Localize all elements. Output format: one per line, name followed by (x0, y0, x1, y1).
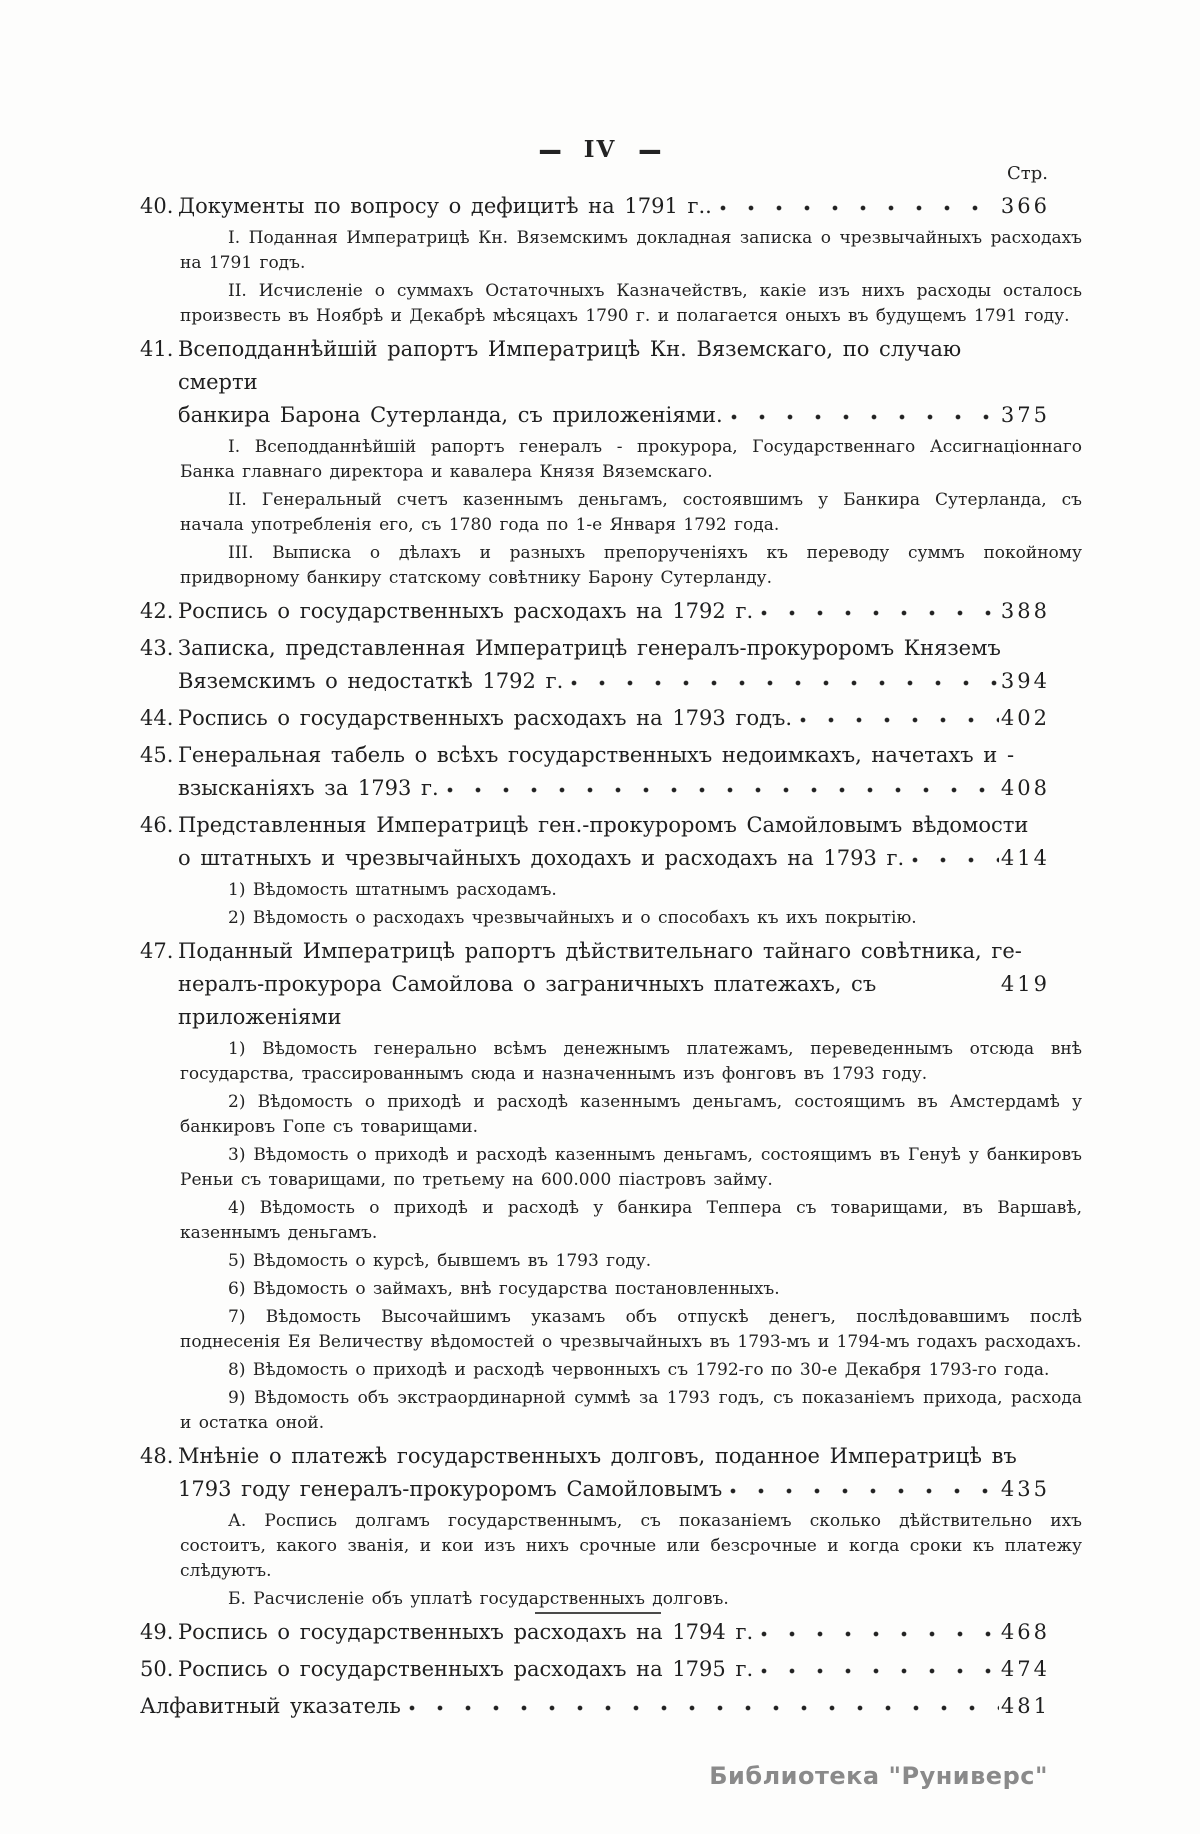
toc-entry-50 (140, 1653, 1082, 1686)
entry-page-number: 468 (1000, 1620, 1050, 1644)
entry-line (140, 632, 1082, 665)
toc-entry-42 (140, 595, 1082, 628)
entry-title: Поданный Императрицѣ рапортъ дѣйствительнаго тайнаго совѣтника, ге- (178, 939, 1022, 963)
entry-page-number: 402 (1000, 706, 1050, 730)
entry-line (140, 1653, 1082, 1686)
page-header (0, 0, 1200, 170)
toc-subentry: 3) Вѣдомость о приходѣ и расходѣ казеннымъ деньгамъ, состоящимъ въ Генуѣ у банкировъ Реньи съ товарищами, по третьему на 600.000 піастровъ займу. (180, 1145, 1082, 1190)
entry-page-number: 366 (1000, 194, 1050, 218)
entry-number: 45. (140, 743, 174, 767)
entry-page-number: 388 (1000, 599, 1050, 623)
dot-leader (571, 674, 999, 688)
toc-subentry: II. Генеральный счетъ казеннымъ деньгамъ, состоявшимъ у Банкира Сутерланда, съ начала употребленія его, съ 1780 года по 1-е Января 1792 года. (180, 490, 1082, 535)
toc-subentry: I. Поданная Императрицѣ Кн. Вяземскимъ докладная записка о чрезвычайныхъ расходахъ на 1791 годъ. (180, 228, 1082, 273)
entry-number: 49. (140, 1620, 174, 1644)
dot-leader (409, 1699, 999, 1713)
toc-subentry: 4) Вѣдомость о приходѣ и расходѣ у банкира Теппера съ товарищами, въ Варшавѣ, казеннымъ деньгамъ. (180, 1198, 1082, 1243)
toc-entry-49 (140, 1616, 1082, 1649)
toc-subentry: II. Исчисленіе о суммахъ Остаточныхъ Казначействъ, какіе изъ нихъ расходы осталось произвесть въ Ноябрѣ и Декабрѣ мѣсяцахъ 1790 г. и полагается оныхъ въ будущемъ 1791 году. (180, 281, 1082, 326)
entry-number: 42. (140, 599, 174, 623)
entry-line (140, 595, 1082, 628)
entry-line (140, 739, 1082, 772)
entry-line-continued (140, 665, 1082, 698)
toc-subentry: 7) Вѣдомость Высочайшимъ указамъ объ отпускѣ денегъ, послѣдовавшимъ послѣ поднесенія Ея Величеству вѣдомостей о чрезвычайныхъ въ 1793-мъ и 1794-мъ годахъ расходахъ. (180, 1307, 1082, 1352)
toc-subentry: 2) Вѣдомость о расходахъ чрезвычайныхъ и о способахъ къ ихъ покрытію. (228, 908, 917, 928)
toc-subentry: 8) Вѣдомость о приходѣ и расходѣ червонныхъ съ 1792-го по 30-е Декабря 1793-го года. (228, 1360, 1050, 1380)
toc-entry-alphabetical-index (140, 1690, 1082, 1723)
entry-number: 44. (140, 706, 174, 730)
entry-line-continued (140, 1473, 1082, 1506)
entry-title: Роспись о государственныхъ расходахъ на 1794 г. (178, 1620, 754, 1644)
entry-line (140, 1440, 1082, 1473)
dot-leader (447, 781, 999, 795)
header-dash-right: — (638, 129, 662, 170)
subentry-list (180, 1509, 1082, 1612)
dot-leader (761, 1662, 999, 1676)
entry-line (140, 1690, 1082, 1723)
entry-line (140, 702, 1082, 735)
entry-title-continued: взысканіяхъ за 1793 г. (178, 776, 439, 800)
subentry-list (180, 878, 1082, 931)
entry-title: Генеральная табель о всѣхъ государственныхъ недоимкахъ, начетахъ и - (178, 743, 1015, 767)
subentry-list (180, 435, 1082, 591)
entry-line (140, 333, 1082, 399)
toc-entry-47 (140, 935, 1082, 1436)
entry-title: Записка, представленная Императрицѣ генералъ-прокуроромъ Княземъ (178, 636, 1001, 660)
toc-subentry: Б. Расчисленіе объ уплатѣ государственныхъ долговъ. (228, 1589, 729, 1609)
entry-number: 46. (140, 813, 174, 837)
toc-subentry: 1) Вѣдомость штатнымъ расходамъ. (228, 880, 557, 900)
header-dash-left: — (538, 129, 562, 170)
end-divider-rule (535, 1612, 661, 1614)
page-number-roman: IV (583, 136, 617, 163)
toc-subentry: 1) Вѣдомость генерально всѣмъ денежнымъ платежамъ, переведеннымъ отсюда внѣ государства, трассированнымъ сюда и назначеннымъ изъ фонговъ въ 1793 году. (180, 1039, 1082, 1084)
toc-subentry: 9) Вѣдомость объ экстраординарной суммѣ за 1793 годъ, съ показаніемъ прихода, расхода и остатка оной. (180, 1388, 1082, 1433)
dot-leader (731, 408, 999, 422)
subentry-list (180, 1037, 1082, 1436)
toc-entry-48 (140, 1440, 1082, 1612)
entry-number: 43. (140, 636, 174, 660)
entry-title: Роспись о государственныхъ расходахъ на 1793 годъ. (178, 706, 793, 730)
entry-number: 48. (140, 1444, 174, 1468)
entry-line-continued (140, 399, 1082, 432)
dot-leader (800, 711, 999, 725)
entry-line-continued (140, 968, 1082, 1034)
entry-title-continued: нералъ-прокурора Самойлова о заграничныхъ платежахъ, съ приложеніями (178, 972, 877, 1029)
entry-line (140, 935, 1082, 968)
entry-page-number: 394 (1000, 669, 1050, 693)
entry-title: Представленныя Императрицѣ ген.-прокуроромъ Самойловымъ вѣдомости (178, 813, 1029, 837)
toc-entry-41 (140, 333, 1082, 591)
entry-title: Документы по вопросу о дефицитѣ на 1791 г.. (178, 194, 712, 218)
toc-subentry: 5) Вѣдомость о курсѣ, бывшемъ въ 1793 году. (228, 1251, 652, 1271)
entry-page-number: 414 (1000, 846, 1050, 870)
toc-subentry: III. Выписка о дѣлахъ и разныхъ препорученіяхъ къ переводу суммъ покойному придворному банкиру статскому совѣтнику Барону Сутерланду. (180, 543, 1082, 588)
entry-page-number: 408 (1000, 776, 1050, 800)
toc-entry-45 (140, 739, 1082, 805)
dot-leader (720, 199, 999, 213)
toc-subentry: А. Роспись долгамъ государственнымъ, съ показаніемъ сколько дѣйствительно ихъ состоитъ, какого званія, и кои изъ нихъ срочные или безсрочные и когда сроки къ платежу слѣдуютъ. (180, 1511, 1082, 1581)
entry-page-number: 481 (1000, 1694, 1050, 1718)
entry-line (140, 190, 1082, 223)
entry-line-continued (140, 842, 1082, 875)
entry-title-continued: 1793 году генералъ-прокуроромъ Самойловымъ (178, 1477, 723, 1501)
entry-number: 41. (140, 337, 174, 361)
entry-title: Мнѣніе о платежѣ государственныхъ долговъ, поданное Императрицѣ въ (178, 1444, 1017, 1468)
toc-entry-40 (140, 190, 1082, 329)
entry-page-number: 474 (1000, 1657, 1050, 1681)
toc-entry-43 (140, 632, 1082, 698)
entry-number: 40. (140, 194, 174, 218)
dot-leader (912, 851, 999, 865)
dot-leader (761, 1625, 999, 1639)
entry-page-number: 375 (1000, 403, 1050, 427)
entry-title: Всеподданнѣйшій рапортъ Императрицѣ Кн. Вяземскаго, по случаю смерти (178, 337, 962, 394)
library-watermark: Библиотека "Руниверс" (709, 1762, 1048, 1790)
entry-title-continued: банкира Барона Сутерланда, съ приложеніями. (178, 403, 723, 427)
entry-line-continued (140, 772, 1082, 805)
entry-line (140, 809, 1082, 842)
entry-title-continued: о штатныхъ и чрезвычайныхъ доходахъ и расходахъ на 1793 г. (178, 846, 905, 870)
toc-subentry: I. Всеподданнѣйшій рапортъ генералъ - прокурора, Государственнаго Ассигнаціоннаго Банка главнаго директора и кавалера Князя Вяземскаго. (180, 437, 1082, 482)
dot-leader (730, 1482, 999, 1496)
entry-page-number: 435 (1000, 1477, 1050, 1501)
entry-title: Роспись о государственныхъ расходахъ на 1792 г. (178, 599, 754, 623)
table-of-contents (0, 184, 1200, 1723)
entry-number: 50. (140, 1657, 174, 1681)
subentry-list (180, 226, 1082, 329)
entry-page-number: 419 (1000, 972, 1050, 996)
entry-title: Алфавитный указатель (140, 1694, 401, 1718)
leader-space (993, 977, 999, 991)
entry-line (140, 1616, 1082, 1649)
page-column-label: Стр. (1007, 163, 1048, 184)
toc-entry-44 (140, 702, 1082, 735)
dot-leader (761, 604, 999, 618)
toc-subentry: 6) Вѣдомость о займахъ, внѣ государства постановленныхъ. (228, 1279, 780, 1299)
entry-title: Роспись о государственныхъ расходахъ на 1795 г. (178, 1657, 754, 1681)
toc-entry-46 (140, 809, 1082, 931)
entry-number: 47. (140, 939, 174, 963)
entry-title-continued: Вяземскимъ о недостаткѣ 1792 г. (178, 669, 564, 693)
toc-subentry: 2) Вѣдомость о приходѣ и расходѣ казеннымъ деньгамъ, состоящимъ въ Амстердамѣ у банкировъ Гопе съ товарищами. (180, 1092, 1082, 1137)
